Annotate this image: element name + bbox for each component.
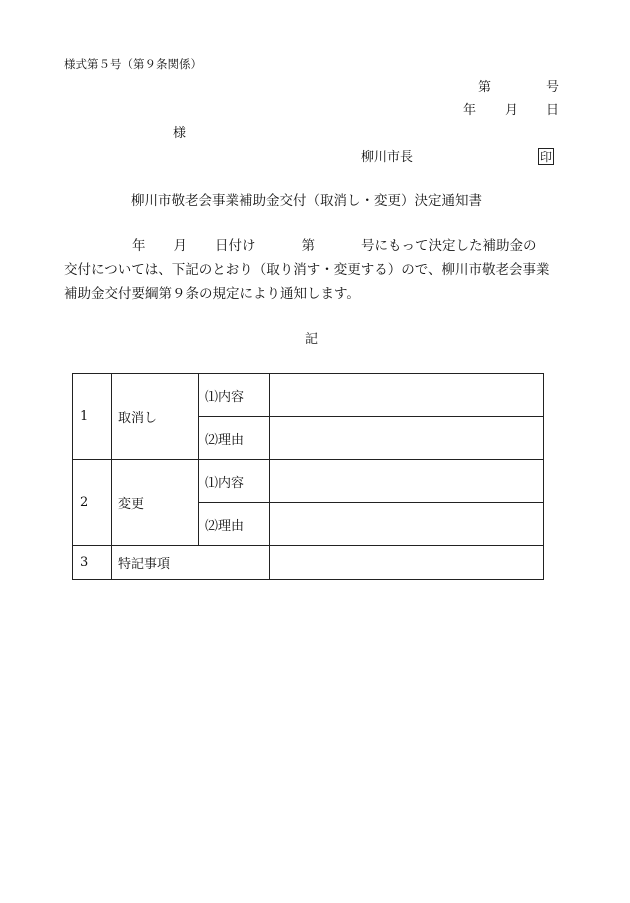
body-line-2: 交付については、下記のとおり（取り消す・変更する）ので、柳川市敬老会事業 [64,262,550,278]
body-dated-label: 日付け [215,238,256,254]
body-year-label: 年 [132,238,146,254]
ki-heading: 記 [305,332,319,347]
row-number: 1 [73,374,112,460]
seal-box: 印 [540,150,553,164]
date-day-label: 日 [546,103,560,118]
date-year-label: 年 [463,103,477,118]
document-title: 柳川市敬老会事業補助金交付（取消し・変更）決定通知書 [131,193,482,209]
sub-item-value [270,503,544,546]
sub-item-label: ⑴内容 [199,374,270,417]
special-notes-value [270,546,544,580]
doc-number-prefix: 第 [478,80,492,95]
body-line-1-rest: 号にもって決定した補助金の [361,238,537,254]
sub-item-value [270,417,544,460]
sub-item-value [270,374,544,417]
table-row [73,374,544,417]
items-table [72,373,544,580]
body-month-label: 月 [173,238,187,254]
sub-item-label: ⑴内容 [199,460,270,503]
table-row [73,546,544,580]
row-number: 2 [73,460,112,546]
sub-item-label: ⑵理由 [199,417,270,460]
body-line-1 [64,240,537,254]
body-line-3: 補助金交付要綱第９条の規定により通知します。 [64,286,360,302]
table-row [73,460,544,503]
body-dai-label: 第 [301,238,315,254]
row-category: 変更 [112,460,199,546]
date-month-label: 月 [505,103,519,118]
row-category: 特記事項 [112,546,270,580]
row-category: 取消し [112,374,199,460]
form-number: 様式第５号（第９条関係） [64,57,202,71]
sub-item-label: ⑵理由 [199,503,270,546]
doc-number-suffix: 号 [546,80,560,95]
row-number: 3 [73,546,112,580]
sender-name: 柳川市長 [361,150,414,165]
sub-item-value [270,460,544,503]
addressee-suffix: 様 [173,126,187,141]
